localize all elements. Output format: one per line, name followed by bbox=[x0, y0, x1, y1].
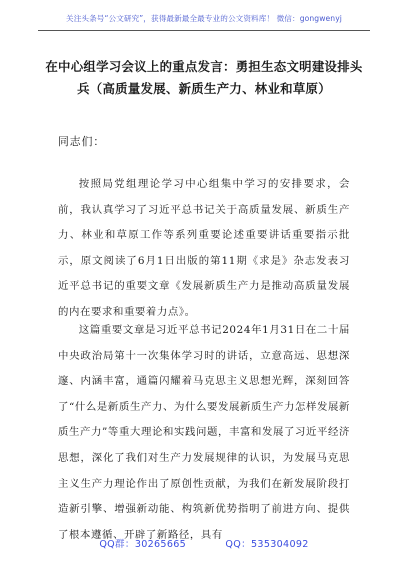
footer-qq-group: QQ群：30265665 bbox=[99, 539, 187, 550]
paragraph-1: 按照局党组理论学习中心组集中学习的安排要求，会前，我认真学习了习近平总书记关于高质量发展、新质生产力、林业和草原工作等系列重要论述重要讲话重要指示批示，原文阅读了6月1日出版的第11期《求是》杂志发表习近平总书记的重要文章《发展新质生产力是推动高质量发展的内在要求和重要着力点》。 bbox=[58, 178, 350, 318]
header-divider bbox=[38, 30, 370, 31]
document-title: 在中心组学习会议上的重点发言：勇担生态文明建设排头兵（高质量发展、新质生产力、林业和草原） bbox=[45, 59, 363, 96]
footer-qq: QQ：535304092 bbox=[225, 539, 309, 550]
paragraph-2: 这篇重要文章是习近平总书记2024年1月31日在二十届中央政治局第十一次集体学习时的讲话，立意高远、思想深邃、内涵丰富，通篇闪耀着马克思主义思想光辉，深刻回答了“什么是新质生产力、为什么要发展新质生产力怎样发展新质生产力”等重大理论和实践问题，丰富和发展了习近平经济思想，深化了我们对生产力发展规律的认识，为发展马克思主义生产力理论作出了原创性贡献，为我们在新发展阶段打造新引擎、增强新动能、构筑新优势指明了前进方向、提供了根本遵循、开辟了新路径，具有 bbox=[58, 324, 350, 541]
greeting: 同志们： bbox=[58, 135, 106, 148]
header-promo-note: 关注头条号“公文研究”，获得最新最全最专业的公文资料库！ 微信：gongwenyj bbox=[66, 14, 342, 23]
footer-contact bbox=[0, 536, 408, 550]
